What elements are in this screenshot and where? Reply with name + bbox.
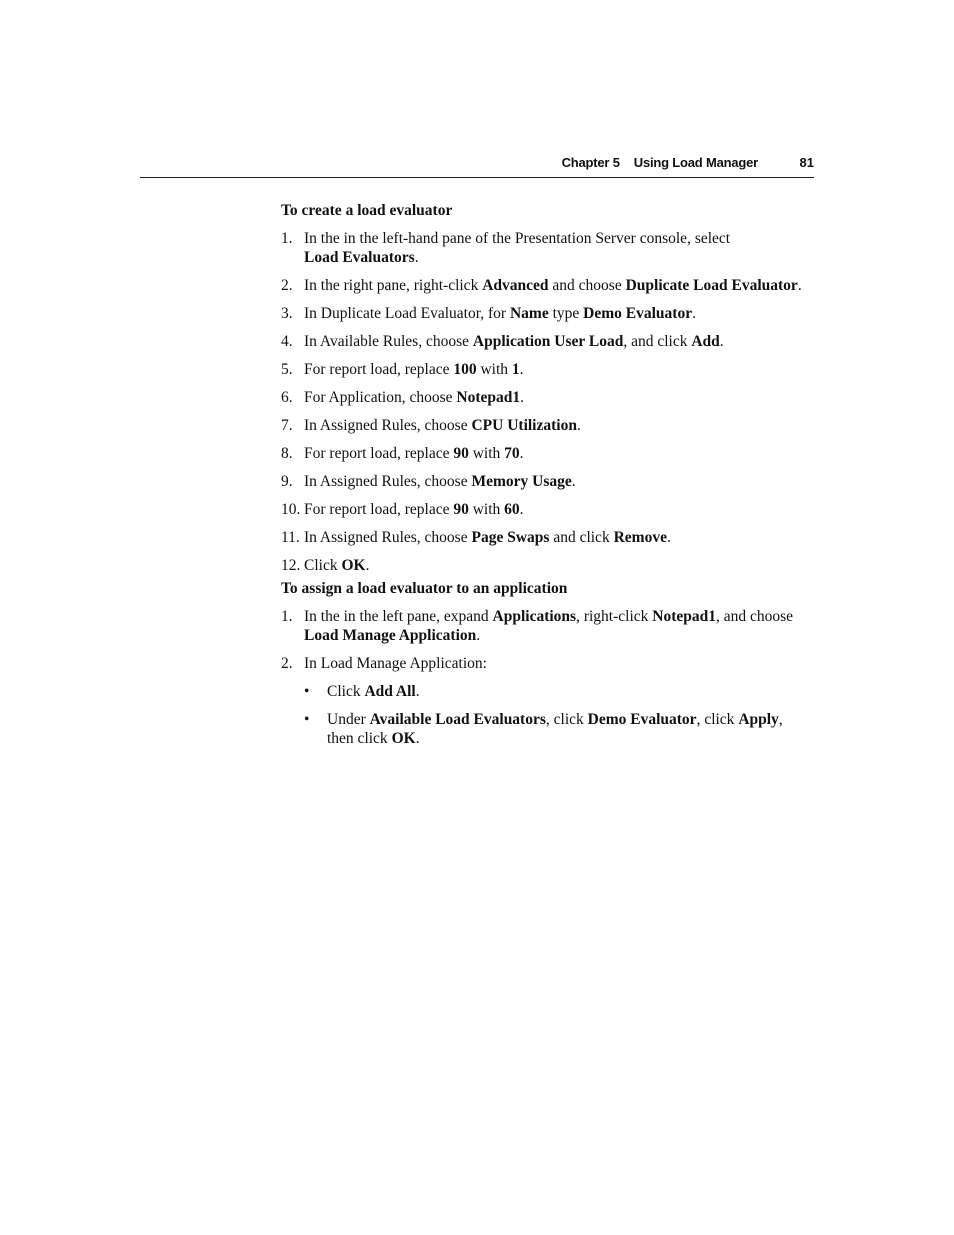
step-text: . <box>414 249 419 266</box>
step-text: . <box>365 557 370 574</box>
step-text: , right-click <box>576 608 653 625</box>
ui-term: 90 <box>453 501 469 518</box>
step-text: Click <box>327 683 365 700</box>
step-body <box>304 305 696 322</box>
page-number: 81 <box>799 155 814 170</box>
ui-term: Page Swaps <box>471 529 550 546</box>
ui-term: Demo Evaluator <box>583 305 693 322</box>
step-text: For Application, choose <box>304 389 457 406</box>
step-text: , click <box>545 711 588 728</box>
ui-term: Application User Load <box>472 333 624 350</box>
ui-term: Add All <box>364 683 416 700</box>
step-item <box>281 416 821 435</box>
ui-term: OK <box>341 557 366 574</box>
step-text: Under <box>327 711 370 728</box>
ui-term: OK <box>391 730 416 747</box>
step-item <box>281 360 821 379</box>
step-number: 5. <box>281 361 293 378</box>
step-body <box>304 608 793 644</box>
step-number: 9. <box>281 473 293 490</box>
step-number: 7. <box>281 417 293 434</box>
step-item <box>281 229 821 267</box>
ui-term: Load Evaluators <box>304 249 415 266</box>
step-text: In Duplicate Load Evaluator, for <box>304 305 510 322</box>
substep-body <box>327 683 420 700</box>
ui-term: Add <box>691 333 720 350</box>
step-number: 1. <box>281 608 293 625</box>
step-text: For report load, replace <box>304 445 454 462</box>
step-text: , click <box>696 711 739 728</box>
step-text: . <box>476 627 481 644</box>
step-item <box>281 444 821 463</box>
ui-term: 70 <box>504 445 520 462</box>
step-body <box>304 655 487 672</box>
step-text: , and click <box>623 333 692 350</box>
step-text: . <box>519 445 524 462</box>
step-body <box>304 473 576 490</box>
section-heading-assign-evaluator: To assign a load evaluator to an application <box>281 580 568 597</box>
step-body <box>304 277 802 294</box>
assign-evaluator-steps <box>281 607 821 748</box>
step-number: 12. <box>281 557 301 574</box>
ui-term: Load Manage Application <box>304 627 477 644</box>
step-text: For report load, replace <box>304 361 454 378</box>
step-item <box>281 556 821 575</box>
step-text: with <box>468 445 505 462</box>
ui-term: Remove <box>613 529 667 546</box>
ui-term: Advanced <box>482 277 549 294</box>
step-text: with <box>468 501 505 518</box>
page-body <box>281 201 821 757</box>
chapter-title: Using Load Manager <box>633 155 758 170</box>
step-body <box>304 445 524 462</box>
step-text: In Available Rules, choose <box>304 333 473 350</box>
step-number: 2. <box>281 277 293 294</box>
substep-item <box>304 682 821 701</box>
step-body <box>304 230 730 266</box>
step-text: , <box>778 711 783 728</box>
step-text: . <box>692 305 696 322</box>
step-text: In Assigned Rules, choose <box>304 529 472 546</box>
step-text: , and choose <box>716 608 794 625</box>
step-item <box>281 654 821 748</box>
step-text: For report load, replace <box>304 501 454 518</box>
step-text: . <box>576 417 581 434</box>
ui-term: Demo Evaluator <box>587 711 697 728</box>
step-text: then click <box>327 730 392 747</box>
step-text: with <box>476 361 512 378</box>
step-text: . <box>520 389 525 406</box>
step-number: 8. <box>281 445 293 462</box>
ui-term: 100 <box>453 361 477 378</box>
step-item <box>281 304 821 323</box>
step-item <box>281 276 821 295</box>
step-text: . <box>571 473 576 490</box>
page-header <box>140 154 814 178</box>
bullet-icon: • <box>304 683 310 700</box>
ui-term: CPU Utilization <box>471 417 577 434</box>
step-text: . <box>519 361 524 378</box>
step-text: . <box>415 730 420 747</box>
substep-body <box>327 711 783 747</box>
step-text: In Load Manage Application: <box>304 655 487 672</box>
bullet-icon: • <box>304 711 310 728</box>
step-item <box>281 332 821 351</box>
step-text: In Assigned Rules, choose <box>304 417 472 434</box>
ui-term: Available Load Evaluators <box>369 711 546 728</box>
substep-item <box>304 710 821 748</box>
step-number: 2. <box>281 655 293 672</box>
step-body <box>304 361 524 378</box>
step-text: In the in the left pane, expand <box>304 608 493 625</box>
create-evaluator-steps <box>281 229 821 575</box>
step-body <box>304 389 524 406</box>
ui-term: 1 <box>511 361 520 378</box>
ui-term: 90 <box>453 445 469 462</box>
ui-term: 60 <box>504 501 520 518</box>
step-text: In Assigned Rules, choose <box>304 473 472 490</box>
step-text: . <box>415 683 420 700</box>
step-item <box>281 607 821 645</box>
section-heading-create-evaluator: To create a load evaluator <box>281 202 453 219</box>
step-number: 3. <box>281 305 293 322</box>
step-body <box>304 333 724 350</box>
step-number: 11. <box>281 529 300 546</box>
ui-term: Notepad1 <box>652 608 716 625</box>
step-item <box>281 388 821 407</box>
step-item <box>281 500 821 519</box>
step-text: . <box>797 277 802 294</box>
step-number: 10. <box>281 501 301 518</box>
step-text: and click <box>549 529 614 546</box>
chapter-label: Chapter 5 <box>561 155 620 170</box>
step-body <box>304 417 581 434</box>
ui-term: Name <box>509 305 549 322</box>
step-text: . <box>719 333 724 350</box>
step-text: and choose <box>548 277 626 294</box>
ui-term: Memory Usage <box>471 473 572 490</box>
ui-term: Apply <box>738 711 779 728</box>
step-text: type <box>548 305 584 322</box>
substep-list <box>304 682 821 748</box>
ui-term: Duplicate Load Evaluator <box>625 277 798 294</box>
step-item <box>281 528 821 547</box>
step-number: 6. <box>281 389 293 406</box>
step-text: Click <box>304 557 342 574</box>
ui-term: Applications <box>492 608 577 625</box>
ui-term: Notepad1 <box>456 389 521 406</box>
step-body <box>304 501 524 518</box>
step-number: 1. <box>281 230 293 247</box>
step-text: . <box>519 501 524 518</box>
step-number: 4. <box>281 333 293 350</box>
running-head <box>562 155 758 170</box>
step-text: In the in the left-hand pane of the Presentation Server console, select <box>304 230 731 247</box>
step-body <box>304 557 369 574</box>
step-text: In the right pane, right-click <box>304 277 483 294</box>
step-text: . <box>666 529 671 546</box>
step-body <box>304 529 671 546</box>
step-item <box>281 472 821 491</box>
